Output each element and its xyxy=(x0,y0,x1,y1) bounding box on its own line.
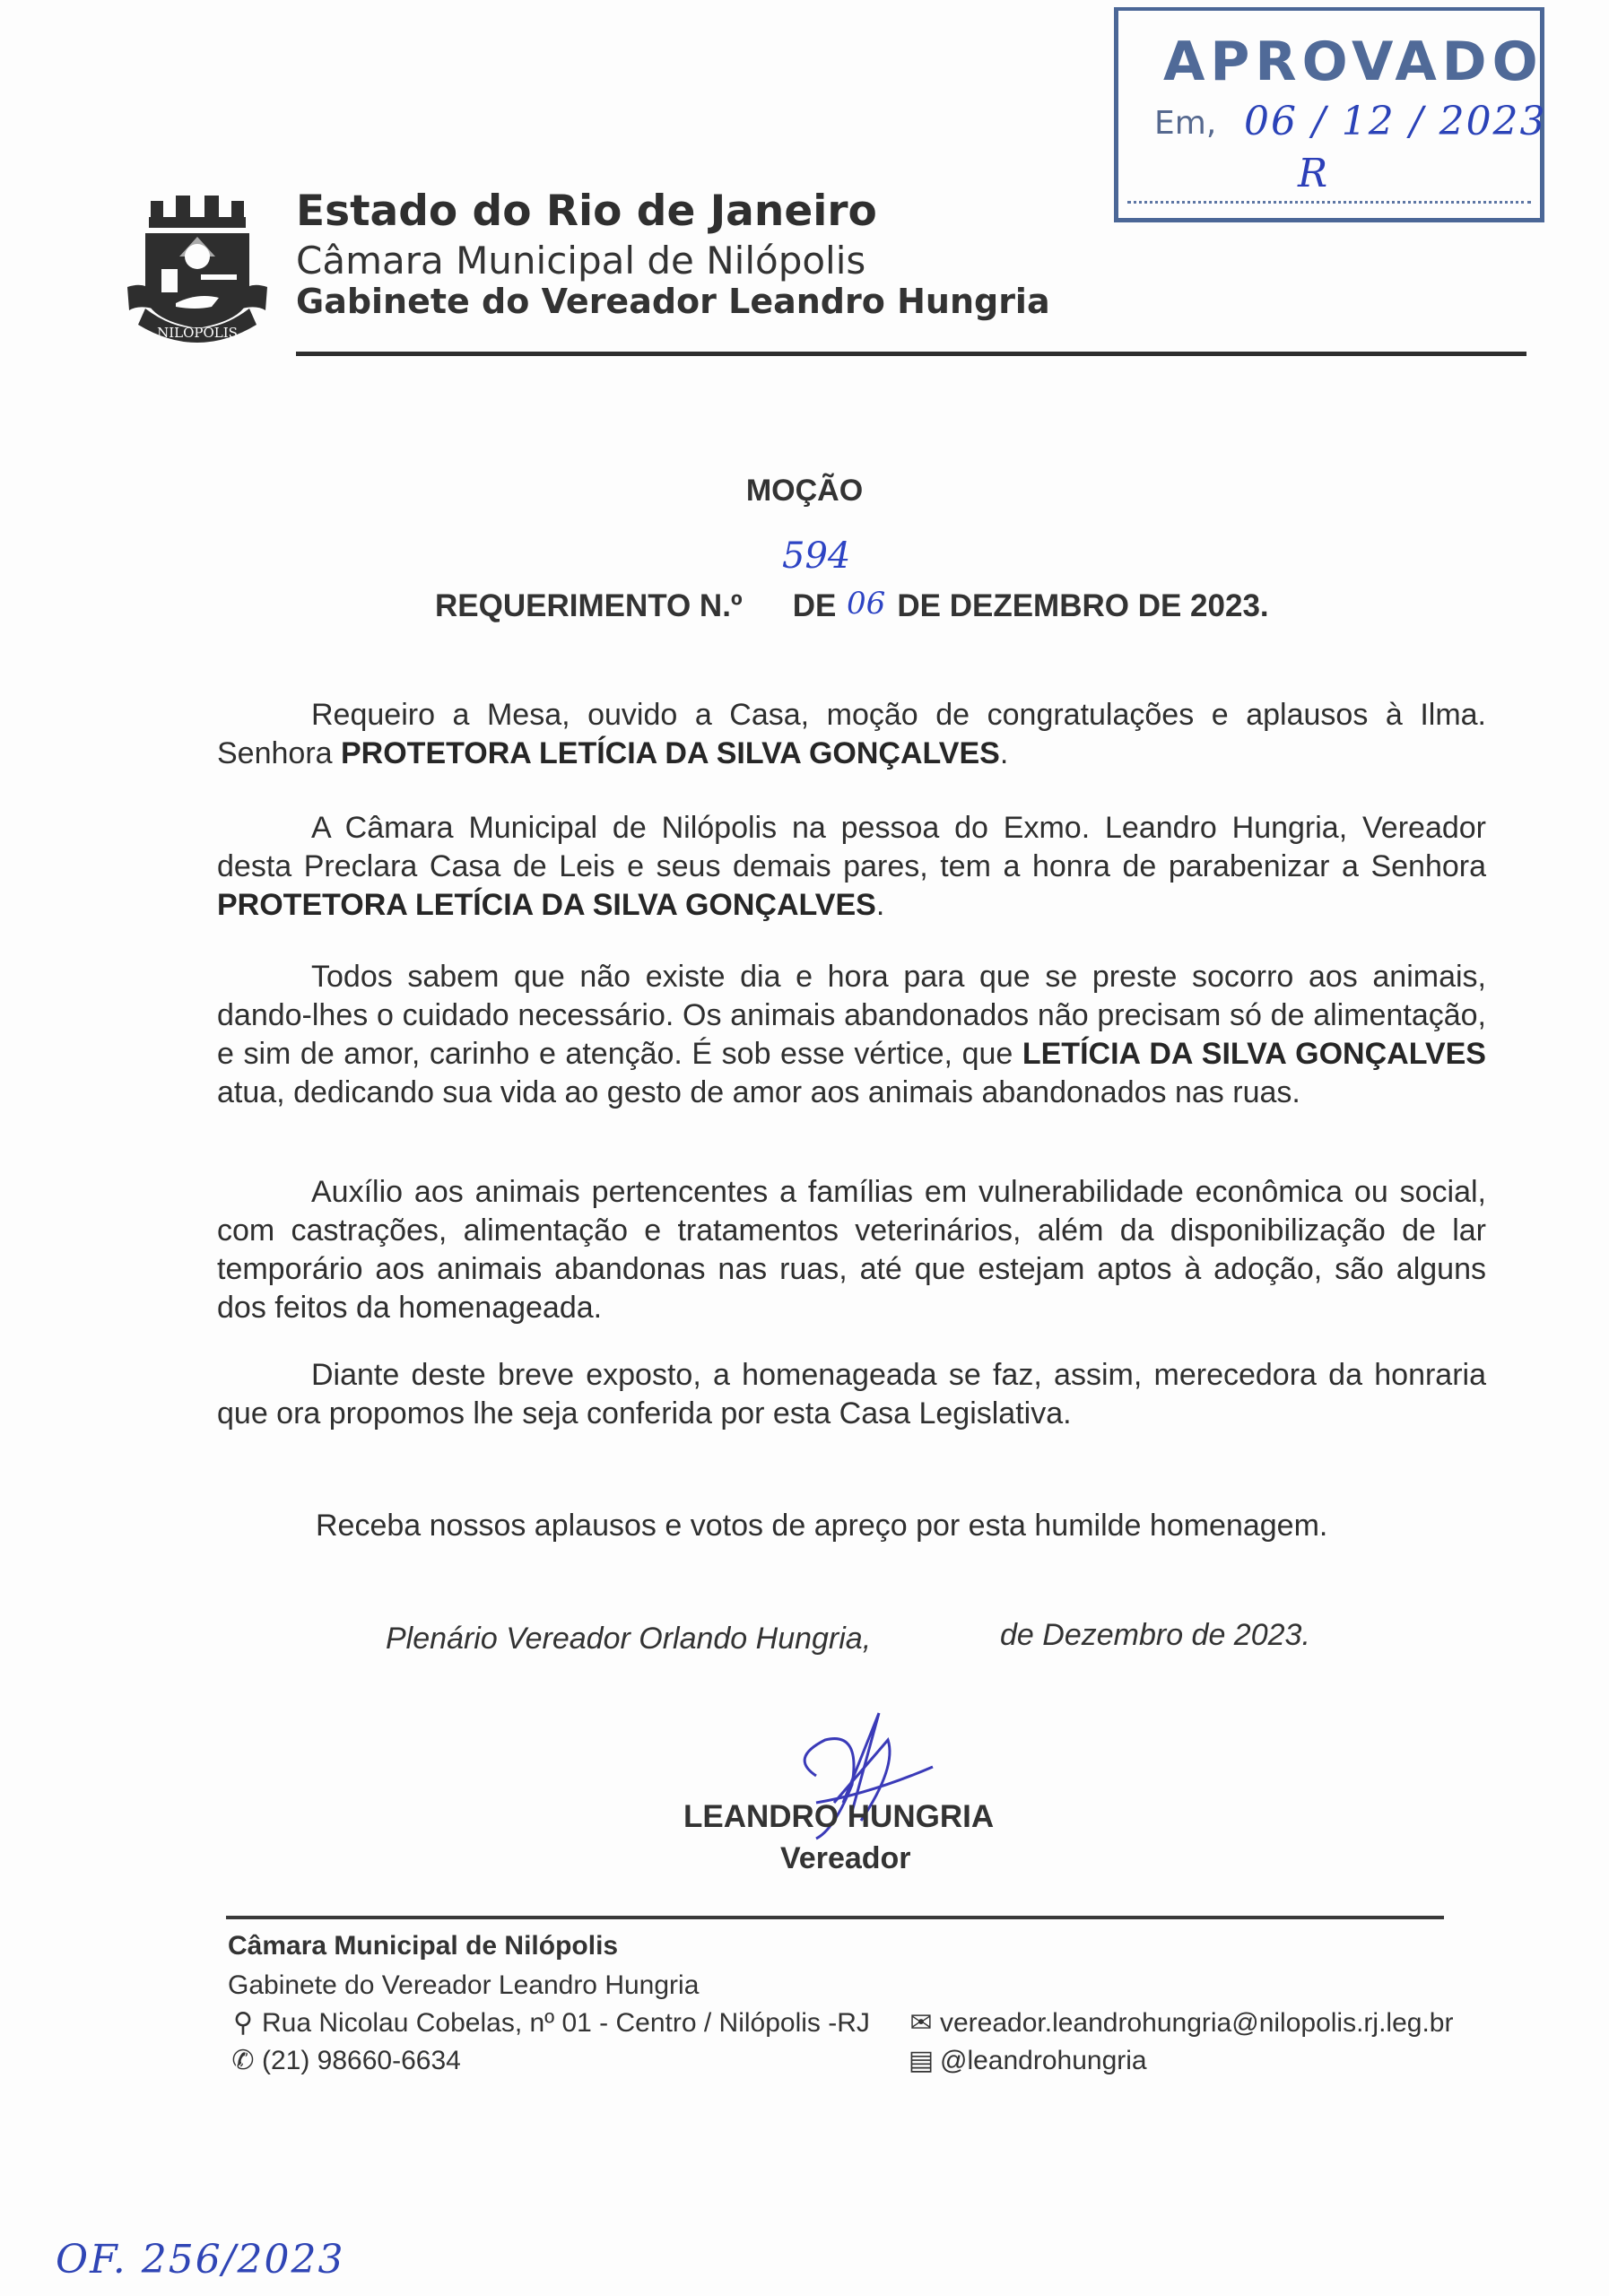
header-state: Estado do Rio de Janeiro xyxy=(296,187,877,236)
signatory-role: Vereador xyxy=(780,1841,911,1875)
footer-office: Gabinete do Vereador Leandro Hungria xyxy=(228,1970,700,2000)
document-title: MOÇÃO xyxy=(745,474,864,508)
paragraph-5-text: Diante deste breve exposto, a homenageada se faz, assim, merecedora da honraria que ora propomos lhe seja conferida por esta Casa Legislativa. xyxy=(217,1358,1486,1431)
header-divider xyxy=(296,352,1526,356)
honoree-name: PROTETORA LETÍCIA DA SILVA GONÇALVES xyxy=(341,736,1000,770)
approval-stamp xyxy=(1114,7,1547,222)
paragraph-3 xyxy=(217,958,1486,1112)
paragraph-5 xyxy=(217,1356,1486,1433)
honoree-name: LETÍCIA DA SILVA GONÇALVES xyxy=(1022,1037,1486,1071)
mobile-icon: ▤ xyxy=(908,2046,935,2075)
header-office: Gabinete do Vereador Leandro Hungria xyxy=(296,282,1050,321)
crest-icon xyxy=(126,194,269,346)
request-number: 594 xyxy=(782,535,851,577)
footer-address-text: Rua Nicolau Cobelas, nº 01 - Centro / Nilópolis -RJ xyxy=(262,2008,870,2038)
stamp-date: 06 / 12 / 2023 xyxy=(1244,99,1547,144)
paragraph-4 xyxy=(217,1173,1486,1327)
paragraph-4-text: Auxílio aos animais pertencentes a famílias em vulnerabilidade econômica ou social, com castrações, alimentação e tratamentos veterinários, além da disponibilização de lar temporário aos animais abandonas nas ruas, até que estejam aptos à adoção, são alguns dos feitos da homenageada. xyxy=(217,1175,1486,1325)
pin-icon: ⚲ xyxy=(233,2008,253,2038)
paragraph-2-end: . xyxy=(875,888,885,922)
stamp-divider xyxy=(1127,201,1531,204)
paragraph-2 xyxy=(217,809,1486,925)
footer-email-text[interactable]: vereador.leandrohungria@nilopolis.rj.leg.br xyxy=(940,2008,1454,2038)
request-de: DE xyxy=(792,588,837,623)
request-day: 06 xyxy=(847,586,886,622)
footer-social-text[interactable]: @leandrohungria xyxy=(940,2046,1147,2075)
footer-email xyxy=(906,2007,1453,2039)
mail-icon: ✉ xyxy=(909,2008,933,2038)
closing-date: de Dezembro de 2023. xyxy=(1000,1618,1310,1652)
stamp-em-label: Em, xyxy=(1154,105,1217,142)
honoree-name: PROTETORA LETÍCIA DA SILVA GONÇALVES xyxy=(217,888,876,922)
header-chamber: Câmara Municipal de Nilópolis xyxy=(296,239,866,283)
footer-chamber: Câmara Municipal de Nilópolis xyxy=(228,1931,619,1961)
signatory-name: LEANDRO HUNGRIA xyxy=(683,1799,995,1834)
crest-label: NILOPOLIS xyxy=(157,325,238,341)
stamp-title: APROVADO xyxy=(1163,30,1544,93)
paragraph-1-end: . xyxy=(999,736,1009,770)
stamp-initial: R xyxy=(1298,151,1328,196)
footer-social xyxy=(906,2045,1147,2077)
paragraph-1-text: Requeiro a Mesa, ouvido a Casa, moção de congratulações e aplausos à Ilma. Senhora xyxy=(217,698,1486,770)
closing-place: Plenário Vereador Orlando Hungria, xyxy=(386,1622,872,1656)
paragraph-6: Receba nossos aplausos e votos de apreço por esta humilde homenagem. xyxy=(316,1509,1328,1543)
footer-divider xyxy=(226,1916,1444,1919)
footer-phone xyxy=(228,2045,461,2077)
paragraph-3-end: atua, dedicando sua vida ao gesto de amor aos animais abandonados nas ruas. xyxy=(217,1075,1300,1109)
paragraph-1 xyxy=(217,696,1486,773)
phone-icon: ✆ xyxy=(231,2046,255,2075)
footer-phone-text: (21) 98660-6634 xyxy=(262,2046,461,2075)
request-suffix: DE DEZEMBRO DE 2023. xyxy=(897,588,1269,623)
footer-address xyxy=(228,2007,870,2039)
handwritten-office-number: OF. 256/2023 xyxy=(56,2237,345,2283)
request-prefix: REQUERIMENTO N.º xyxy=(435,588,743,623)
paragraph-2-text: A Câmara Municipal de Nilópolis na pessoa do Exmo. Leandro Hungria, Vereador desta Preclara Casa de Leis e seus demais pares, tem a honra de parabenizar a Senhora xyxy=(217,811,1486,883)
paragraph-3-text: Todos sabem que não existe dia e hora para que se preste socorro aos animais, dando-lhes o cuidado necessário. Os animais abandonados não precisam só de alimentação, e sim de amor, carinho e atenção. É sob esse vértice, que xyxy=(217,960,1486,1071)
